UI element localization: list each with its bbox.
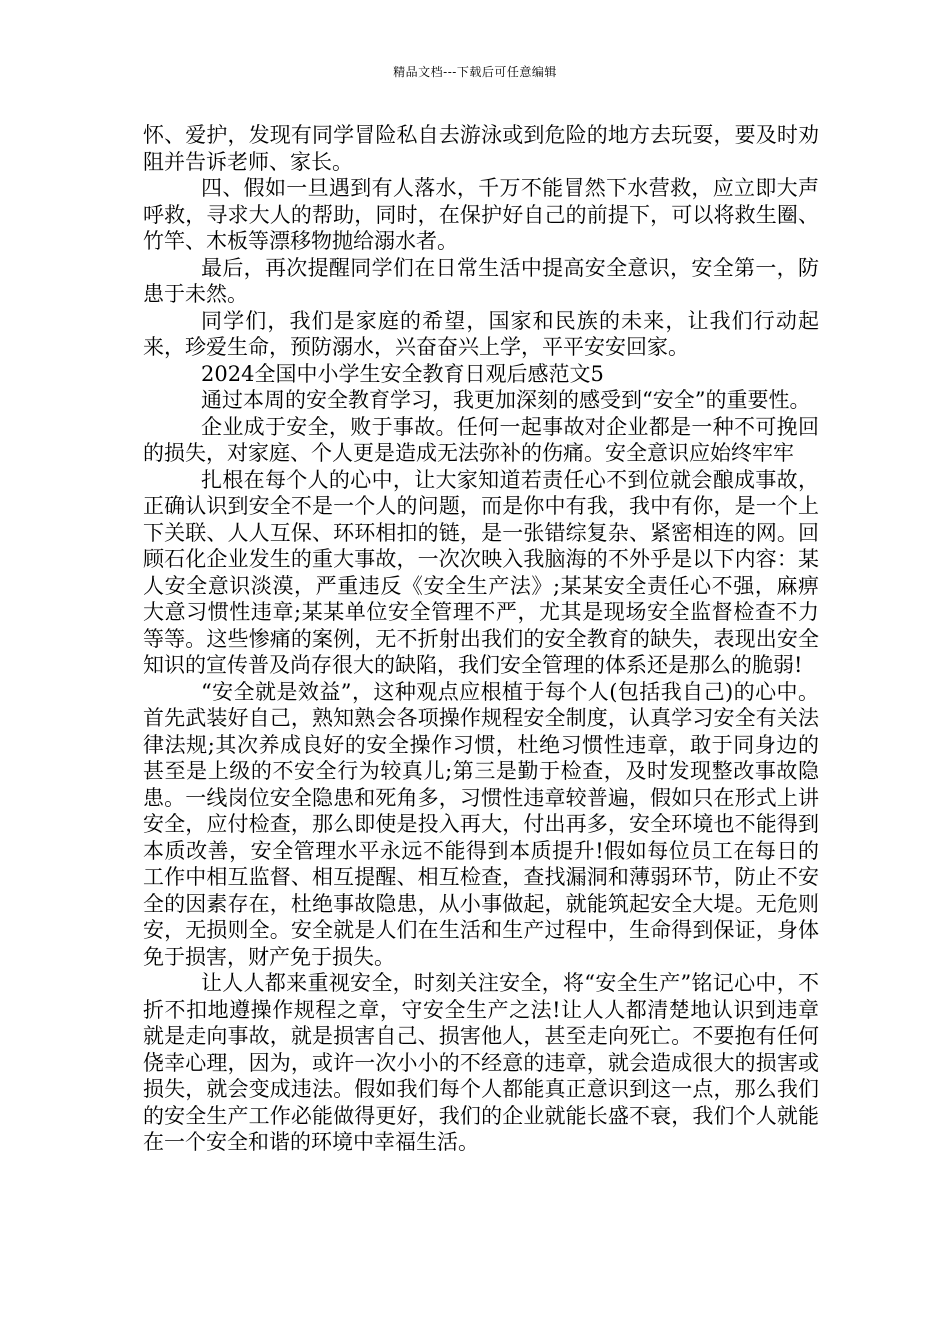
paragraph: 四、假如一旦遇到有人落水，千万不能冒然下水营救，应立即大声呼救，寻求大人的帮助，同时，在保护好自己的前提下，可以将救生圈、竹竿、木板等漂移物抛给溺水者。	[143, 176, 819, 253]
page-header: 精品文档---下载后可任意编辑	[393, 65, 557, 79]
paragraph: 让人人都来重视安全，时刻关注安全，将“安全生产”铭记心中，不折不扣地遵操作规程之章，守安全生产之法!让人人都清楚地认识到违章就是走向事故，就是损害自己、损害他人，甚至走向死亡。不要抱有任何侥幸心理，因为，或许一次小小的不经意的违章，就会造成很大的损害或损失，就会变成违法。假如我们每个人都能真正意识到这一点，那么我们的安全生产工作必能做得更好，我们的企业就能长盛不衰，我们个人就能在一个安全和谐的环境中幸福生活。	[143, 971, 819, 1154]
paragraph: 同学们，我们是家庭的希望，国家和民族的未来，让我们行动起来，珍爱生命，预防溺水，兴奋奋兴上学，平平安安回家。	[143, 308, 819, 359]
section-heading: 2024全国中小学生安全教育日观后感范文5	[201, 361, 604, 386]
paragraph: 怀、爱护，发现有同学冒险私自去游泳或到危险的地方去玩耍，要及时劝阻并告诉老师、家长。	[143, 123, 819, 174]
paragraph: 企业成于安全，败于事故。任何一起事故对企业都是一种不可挽回的损失，对家庭、个人更是造成无法弥补的伤痛。安全意识应始终牢牢	[143, 414, 819, 465]
paragraph: 通过本周的安全教育学习，我更加深刻的感受到“安全”的重要性。	[201, 388, 811, 412]
paragraph: “安全就是效益”，这种观点应根植于每个人(包括我自己)的心中。首先武装好自己，熟知熟会各项操作规程安全制度，认真学习安全有关法律法规;其次养成良好的安全操作习惯，杜绝习惯性违章，敢于同身边的甚至是上级的不安全行为较真儿;第三是勤于检查，及时发现整改事故隐患。一线岗位安全隐患和死角多，习惯性违章较普遍，假如只在形式上讲安全，应付检查，那么即使是投入再大，付出再多，安全环境也不能得到本质改善，安全管理水平永远不能得到本质提升!假如每位员工在每日的工作中相互监督、相互提醒、相互检查，查找漏洞和薄弱环节，防止不安全的因素存在，杜绝事故隐患，从小事做起，就能筑起安全大堤。无危则安，无损则全。安全就是人们在生活和生产过程中，生命得到保证，身体免于损害，财产免于损失。	[143, 679, 819, 969]
document-body	[143, 122, 819, 1156]
paragraph: 扎根在每个人的心中，让大家知道若责任心不到位就会酿成事故，正确认识到安全不是一个人的问题，而是你中有我，我中有你，是一个上下关联、人人互保、环环相扣的链，是一张错综复杂、紧密相连的网。回顾石化企业发生的重大事故，一次次映入我脑海的不外乎是以下内容：某人安全意识淡漠，严重违反《安全生产法》;某某安全责任心不强，麻痹大意习惯性违章;某某单位安全管理不严，尤其是现场安全监督检查不力等等。这些惨痛的案例，无不折射出我们的安全教育的缺失，表现出安全知识的宣传普及尚存很大的缺陷，我们安全管理的体系还是那么的脆弱!	[143, 467, 819, 677]
paragraph: 最后，再次提醒同学们在日常生活中提高安全意识，安全第一，防患于未然。	[143, 255, 819, 306]
